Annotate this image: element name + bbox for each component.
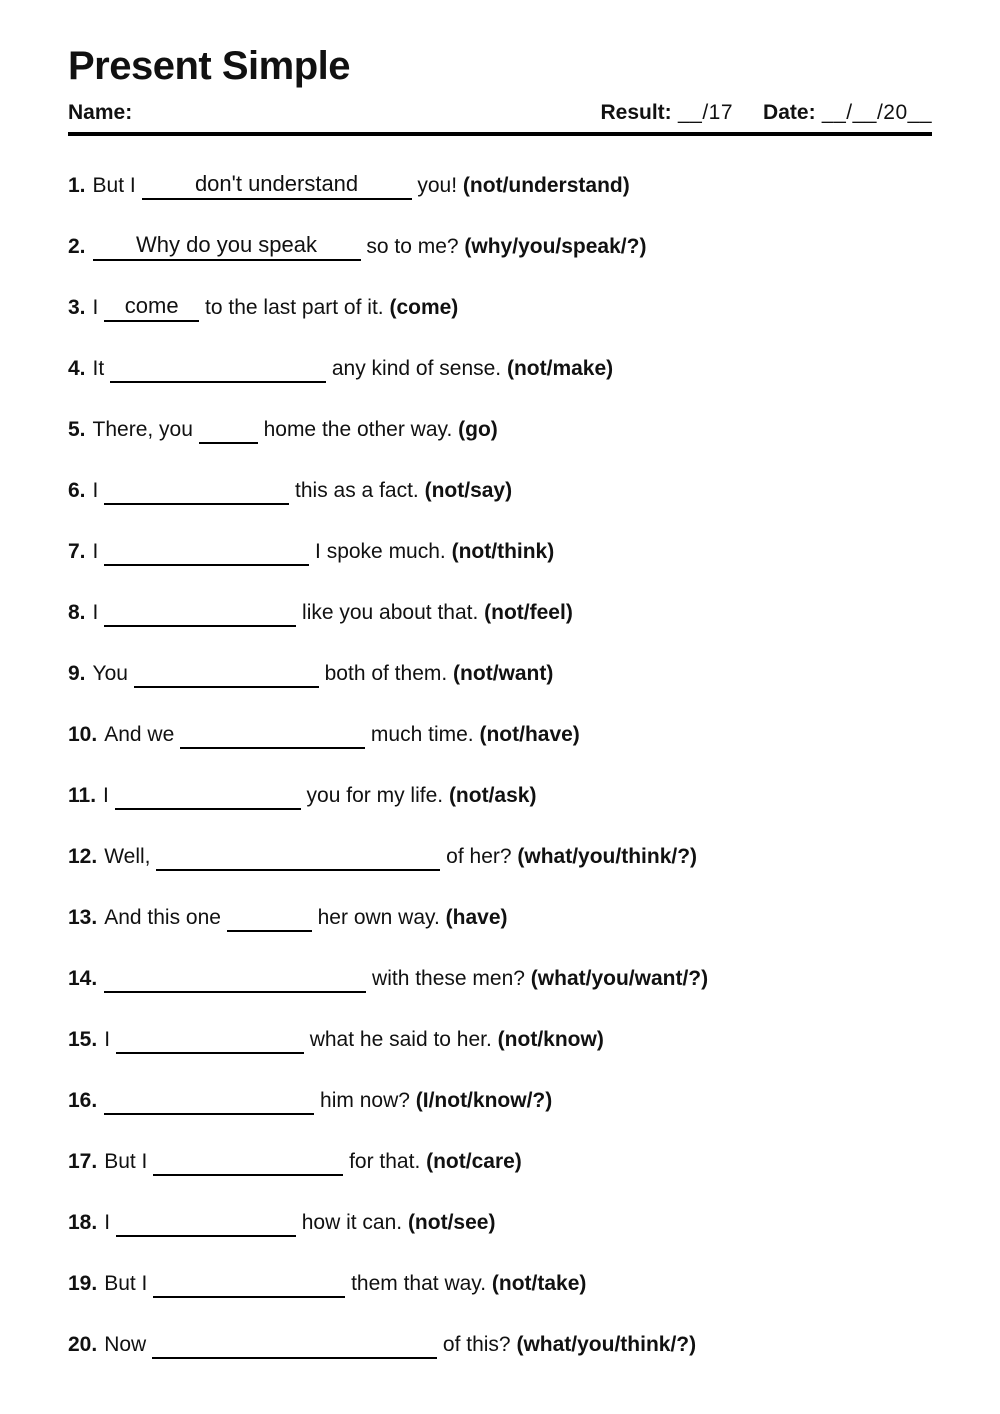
verb-hint: (not/feel) <box>484 601 573 624</box>
page-title: Present Simple <box>68 44 351 88</box>
answer-blank <box>104 478 289 505</box>
question-text: You <box>92 662 134 685</box>
answer-blank <box>115 783 301 810</box>
answer-blank <box>153 1271 345 1298</box>
answer-blank <box>134 661 319 688</box>
verb-hint: (not/know) <box>497 1028 604 1051</box>
question-text: you for my life. <box>300 784 449 807</box>
question-row <box>68 1149 932 1176</box>
question-row <box>68 600 932 627</box>
answer-blank <box>199 417 258 444</box>
question-row <box>68 1027 932 1054</box>
question-text: I <box>104 1211 116 1234</box>
answer-blank <box>104 1088 314 1115</box>
question-text: like you about that. <box>296 601 485 624</box>
question-number: 20. <box>68 1333 98 1356</box>
question-text: But I <box>104 1272 154 1295</box>
answer-blank <box>180 722 365 749</box>
question-number: 7. <box>68 540 86 563</box>
question-text: I <box>92 296 105 319</box>
question-row <box>68 844 932 871</box>
answer-text: Why do you speak <box>136 232 317 257</box>
question-text: I <box>92 601 105 624</box>
answer-blank <box>153 1149 343 1176</box>
question-text: what he said to her. <box>303 1028 498 1051</box>
header-meta-row <box>68 101 932 125</box>
question-row <box>68 173 932 200</box>
question-number: 14. <box>68 967 98 990</box>
question-row <box>68 295 932 322</box>
answer-text: don't understand <box>194 171 359 196</box>
question-text: Now <box>104 1333 153 1356</box>
answer-blank <box>227 905 312 932</box>
verb-hint: (not/see) <box>407 1211 496 1234</box>
verb-hint: (not/have) <box>479 723 580 746</box>
question-row <box>68 722 932 749</box>
question-row <box>68 966 932 993</box>
question-text: And we <box>104 723 181 746</box>
question-number: 16. <box>68 1089 98 1112</box>
question-text: It <box>92 357 111 380</box>
question-row <box>68 905 932 932</box>
question-text: home the other way. <box>257 418 459 441</box>
question-text: I <box>92 479 105 502</box>
question-number: 9. <box>68 662 86 685</box>
question-row <box>68 1088 932 1115</box>
question-text: I <box>103 784 115 807</box>
verb-hint: (not/understand) <box>462 174 630 197</box>
question-text: you! <box>411 174 463 197</box>
verb-hint: (come) <box>389 296 459 319</box>
question-text: him now? <box>314 1089 416 1112</box>
question-text: to the last part of it. <box>199 296 390 319</box>
question-number: 11. <box>68 784 97 807</box>
answer-blank <box>104 539 309 566</box>
question-number: 10. <box>68 723 98 746</box>
result-date-group <box>600 101 932 125</box>
question-text: them that way. <box>345 1272 492 1295</box>
question-row <box>68 539 932 566</box>
question-text: for that. <box>343 1150 427 1173</box>
question-number: 18. <box>68 1211 98 1234</box>
question-text: much time. <box>365 723 480 746</box>
date-value: __/__/20__ <box>815 101 932 124</box>
result-label: Result: <box>600 101 672 124</box>
question-number: 8. <box>68 601 86 624</box>
verb-hint: (have) <box>445 906 508 929</box>
answer-blank <box>142 173 412 200</box>
answer-text: come <box>124 293 179 318</box>
question-text: of this? <box>437 1333 517 1356</box>
question-row <box>68 661 932 688</box>
verb-hint: (why/you/speak/?) <box>464 235 647 258</box>
header-divider <box>68 132 932 136</box>
question-number: 15. <box>68 1028 98 1051</box>
verb-hint: (not/take) <box>491 1272 587 1295</box>
question-text: And this one <box>104 906 227 929</box>
verb-hint: (not/think) <box>451 540 555 563</box>
answer-blank <box>116 1027 304 1054</box>
date-label: Date: <box>763 101 816 124</box>
question-list <box>68 173 932 1359</box>
name-label: Name: <box>68 101 133 124</box>
question-row <box>68 478 932 505</box>
question-row <box>68 1210 932 1237</box>
answer-blank <box>156 844 440 871</box>
question-row <box>68 234 932 261</box>
question-number: 12. <box>68 845 98 868</box>
question-text: of her? <box>440 845 518 868</box>
question-number: 5. <box>68 418 86 441</box>
question-number: 6. <box>68 479 86 502</box>
verb-hint: (I/not/know/?) <box>415 1089 553 1112</box>
answer-blank <box>104 600 296 627</box>
verb-hint: (not/ask) <box>448 784 537 807</box>
answer-blank <box>104 295 199 322</box>
question-row <box>68 1332 932 1359</box>
question-text: Well, <box>104 845 157 868</box>
question-number: 1. <box>68 174 86 197</box>
question-number: 4. <box>68 357 86 380</box>
question-row <box>68 1271 932 1298</box>
answer-blank <box>116 1210 296 1237</box>
question-text: with these men? <box>366 967 531 990</box>
question-number: 19. <box>68 1272 98 1295</box>
question-text: But I <box>92 174 142 197</box>
result-value: __/17 <box>671 101 734 124</box>
verb-hint: (not/make) <box>506 357 614 380</box>
question-number: 17. <box>68 1150 98 1173</box>
answer-blank <box>93 234 361 261</box>
question-text: any kind of sense. <box>326 357 507 380</box>
question-row <box>68 356 932 383</box>
question-text: how it can. <box>295 1211 408 1234</box>
answer-blank <box>110 356 326 383</box>
question-text: But I <box>104 1150 154 1173</box>
question-text: I spoke much. <box>309 540 452 563</box>
question-row <box>68 783 932 810</box>
name-field <box>68 101 132 125</box>
answer-blank <box>152 1332 437 1359</box>
question-number: 3. <box>68 296 86 319</box>
question-row <box>68 417 932 444</box>
verb-hint: (what/you/think/?) <box>517 845 698 868</box>
verb-hint: (go) <box>458 418 498 441</box>
question-text: I <box>104 1028 116 1051</box>
verb-hint: (what/you/think/?) <box>516 1333 697 1356</box>
question-text: I <box>92 540 105 563</box>
verb-hint: (not/want) <box>453 662 554 685</box>
question-text: both of them. <box>318 662 454 685</box>
question-text: her own way. <box>311 906 446 929</box>
question-text: this as a fact. <box>289 479 425 502</box>
verb-hint: (not/care) <box>426 1150 522 1173</box>
question-text: so to me? <box>360 235 465 258</box>
verb-hint: (not/say) <box>424 479 513 502</box>
answer-blank <box>104 966 366 993</box>
question-number: 2. <box>68 235 86 258</box>
question-number: 13. <box>68 906 98 929</box>
verb-hint: (what/you/want/?) <box>530 967 709 990</box>
question-text: There, you <box>92 418 199 441</box>
